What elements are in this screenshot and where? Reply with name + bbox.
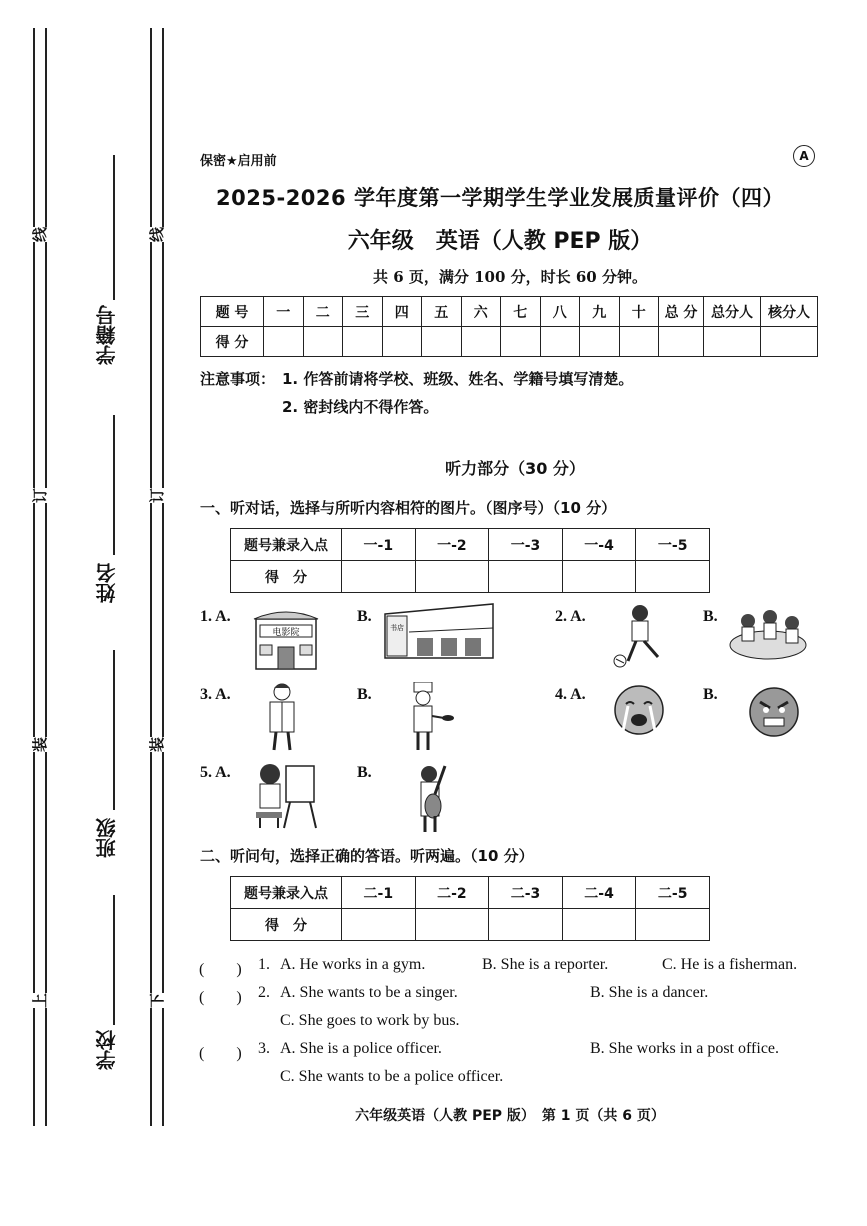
- confidential-note: 保密★启用前: [200, 154, 277, 169]
- seal-char: 下: [144, 993, 169, 1008]
- item-label: B.: [357, 764, 372, 781]
- cell: 二-4: [562, 877, 636, 909]
- cell: 八: [540, 297, 580, 327]
- cell: 七: [501, 297, 541, 327]
- seal-char: 订: [27, 488, 52, 503]
- cell: 题号兼录入点: [231, 877, 342, 909]
- score-cell[interactable]: [636, 561, 710, 593]
- score-cell[interactable]: [540, 327, 580, 357]
- cook-picture[interactable]: [404, 682, 454, 756]
- cell: 一: [264, 297, 304, 327]
- cell: 总 分: [659, 297, 704, 327]
- item-label: 3. A.: [200, 686, 231, 703]
- part2-table: [230, 876, 710, 941]
- question-number: 3.: [258, 1040, 270, 1057]
- score-cell[interactable]: [461, 327, 501, 357]
- score-cell[interactable]: [422, 327, 462, 357]
- score-cell[interactable]: [415, 909, 489, 941]
- seal-char: 装: [144, 737, 169, 752]
- cell: 五: [422, 297, 462, 327]
- item-label: 5. A.: [200, 764, 231, 781]
- score-cell[interactable]: [303, 327, 343, 357]
- item-label: B.: [357, 686, 372, 703]
- score-cell[interactable]: [501, 327, 541, 357]
- notes-item: 1. 作答前请将学校、班级、姓名、学籍号填写清楚。: [282, 370, 634, 388]
- item-label: B.: [703, 608, 718, 625]
- playing-football-picture[interactable]: [610, 603, 670, 673]
- option-c: C. She goes to work by bus.: [280, 1012, 460, 1029]
- student-id-label: 学籍号: [95, 305, 119, 365]
- pipa-player-picture[interactable]: [413, 762, 453, 838]
- name-field[interactable]: [113, 415, 115, 555]
- painter-picture[interactable]: [250, 760, 320, 834]
- cell: 得 分: [231, 909, 342, 941]
- item-label: B.: [703, 686, 718, 703]
- score-cell[interactable]: [619, 327, 659, 357]
- answer-bracket[interactable]: ( ): [199, 989, 242, 1006]
- cell: 二: [303, 297, 343, 327]
- option-c: C. She wants to be a police officer.: [280, 1068, 504, 1085]
- page-footer: 六年级英语（人教 PEP 版） 第 1 页（共 6 页）: [355, 1108, 665, 1124]
- cell: 四: [382, 297, 422, 327]
- score-cell[interactable]: [562, 561, 636, 593]
- exam-info: 共 6 页，满分 100 分，时长 60 分钟。: [373, 268, 647, 286]
- seal-line: [150, 28, 152, 1126]
- seal-line: [33, 28, 35, 1126]
- bookstore-picture[interactable]: [383, 600, 495, 666]
- option-b: B. She works in a post office.: [590, 1040, 780, 1057]
- doctor-picture[interactable]: [262, 682, 302, 756]
- score-cell[interactable]: [264, 327, 304, 357]
- crying-face-picture[interactable]: [612, 684, 666, 744]
- question-number: 2.: [258, 984, 270, 1001]
- cell: 一-5: [636, 529, 710, 561]
- answer-bracket[interactable]: ( ): [199, 961, 242, 978]
- seal-line: [162, 28, 164, 1126]
- score-cell[interactable]: [415, 561, 489, 593]
- score-cell[interactable]: [342, 909, 416, 941]
- cell: 十: [619, 297, 659, 327]
- item-label: 2. A.: [555, 608, 586, 625]
- group-of-children-picture[interactable]: [728, 603, 810, 665]
- cinema-sign: 电影院: [272, 628, 300, 638]
- seal-line: [45, 28, 47, 1126]
- exam-title: 2025-2026 学年度第一学期学生学业发展质量评价（四）: [216, 186, 784, 210]
- item-label: 4. A.: [555, 686, 586, 703]
- cinema-picture[interactable]: [250, 605, 322, 675]
- name-label: 姓名: [95, 563, 119, 603]
- listening-title: 听力部分（30 分）: [445, 459, 585, 478]
- class-field[interactable]: [113, 650, 115, 810]
- seal-char: 装: [27, 737, 52, 752]
- notes-label: 注意事项：: [200, 370, 276, 388]
- class-label: 班级: [95, 818, 119, 858]
- school-field[interactable]: [113, 895, 115, 1025]
- cell: 得 分: [201, 327, 264, 357]
- cell: 一-1: [342, 529, 416, 561]
- cell: 题号兼录入点: [231, 529, 342, 561]
- part1-table: [230, 528, 710, 593]
- cell: 二-3: [489, 877, 563, 909]
- cell: 三: [343, 297, 383, 327]
- school-label: 学校: [95, 1030, 119, 1070]
- cell: 一-4: [562, 529, 636, 561]
- option-a: A. She is a police officer.: [280, 1040, 442, 1057]
- item-label: B.: [357, 608, 372, 625]
- option-b: B. She is a reporter.: [482, 956, 609, 973]
- score-cell[interactable]: [704, 327, 761, 357]
- score-cell[interactable]: [659, 327, 704, 357]
- score-cell[interactable]: [489, 561, 563, 593]
- cell: 题 号: [201, 297, 264, 327]
- cell: 二-5: [636, 877, 710, 909]
- angry-face-picture[interactable]: [748, 686, 800, 742]
- cell: 六: [461, 297, 501, 327]
- part1-heading: 一、听对话，选择与所听内容相符的图片。（图序号）（10 分）: [200, 499, 617, 517]
- score-cell[interactable]: [342, 561, 416, 593]
- store-sign: 书店: [390, 624, 404, 632]
- option-a: A. He works in a gym.: [280, 956, 426, 973]
- cell: 九: [580, 297, 620, 327]
- answer-bracket[interactable]: ( ): [199, 1045, 242, 1062]
- part2-heading: 二、听问句，选择正确的答语。听两遍。（10 分）: [200, 847, 534, 865]
- score-cell[interactable]: [562, 909, 636, 941]
- notes-item: 2. 密封线内不得作答。: [282, 398, 439, 416]
- score-cell[interactable]: [343, 327, 383, 357]
- cell: 一-3: [489, 529, 563, 561]
- question-number: 1.: [258, 956, 270, 973]
- option-b: B. She is a dancer.: [590, 984, 709, 1001]
- seal-char: 线: [144, 227, 169, 242]
- version-badge: A: [793, 145, 815, 167]
- score-cell[interactable]: [761, 327, 818, 357]
- seal-char: 线: [27, 227, 52, 242]
- seal-char: 订: [144, 488, 169, 503]
- student-id-field[interactable]: [113, 155, 115, 300]
- option-a: A. She wants to be a singer.: [280, 984, 458, 1001]
- cell: 一-2: [415, 529, 489, 561]
- score-cell[interactable]: [580, 327, 620, 357]
- option-c: C. He is a fisherman.: [662, 956, 798, 973]
- cell: 二-2: [415, 877, 489, 909]
- cell: 二-1: [342, 877, 416, 909]
- score-cell[interactable]: [382, 327, 422, 357]
- seal-char: 上: [27, 993, 52, 1008]
- item-label: 1. A.: [200, 608, 231, 625]
- exam-subtitle: 六年级 英语（人教 PEP 版）: [347, 229, 653, 254]
- cell: 核分人: [761, 297, 818, 327]
- score-cell[interactable]: [489, 909, 563, 941]
- cell: 总分人: [704, 297, 761, 327]
- score-table: [200, 296, 818, 357]
- cell: 得 分: [231, 561, 342, 593]
- score-cell[interactable]: [636, 909, 710, 941]
